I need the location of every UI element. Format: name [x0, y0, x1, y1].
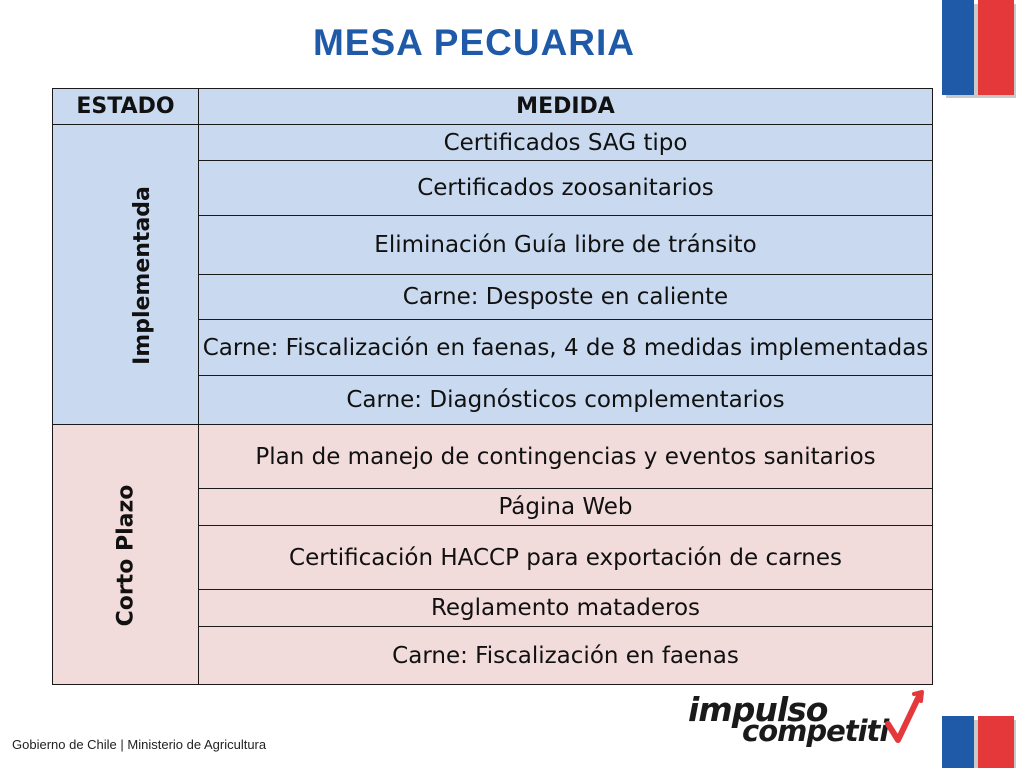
measure-cell: Eliminación Guía libre de tránsito	[199, 216, 933, 275]
measure-cell: Certificación HACCP para exportación de carnes	[199, 526, 933, 590]
logo-line1: impulso	[688, 690, 828, 729]
measure-cell: Plan de manejo de contingencias y eventos sanitarios	[199, 425, 933, 489]
logo-line2: competiti	[742, 714, 889, 748]
measure-cell: Carne: Diagnósticos complementarios	[199, 376, 933, 425]
status-label: Implementada	[129, 185, 155, 365]
flag-decoration-top	[942, 0, 1024, 100]
measure-cell: Carne: Desposte en caliente	[199, 275, 933, 320]
measure-cell: Página Web	[199, 489, 933, 526]
status-label: Corto Plazo	[113, 484, 138, 626]
measures-table	[52, 88, 933, 685]
status-implementada	[53, 125, 199, 425]
measure-cell: Carne: Fiscalización en faenas, 4 de 8 medidas implementadas	[199, 320, 933, 376]
checkmark-icon	[884, 690, 924, 746]
measure-cell: Certificados zoosanitarios	[199, 161, 933, 216]
measure-cell: Carne: Fiscalización en faenas	[199, 627, 933, 685]
header-status: ESTADO	[53, 89, 199, 125]
footer-text: Gobierno de Chile | Ministerio de Agricultura	[12, 737, 267, 752]
measure-cell: Certificados SAG tipo	[199, 125, 933, 161]
impulso-competitivo-logo	[688, 690, 928, 748]
table-row	[53, 425, 933, 489]
header-measure: MEDIDA	[199, 89, 933, 125]
status-corto-plazo	[53, 425, 199, 685]
measure-cell: Reglamento mataderos	[199, 590, 933, 627]
table-row	[53, 125, 933, 161]
flag-decoration-bottom	[942, 716, 1024, 768]
page-title: MESA PECUARIA	[312, 22, 636, 63]
table-header-row	[53, 89, 933, 125]
